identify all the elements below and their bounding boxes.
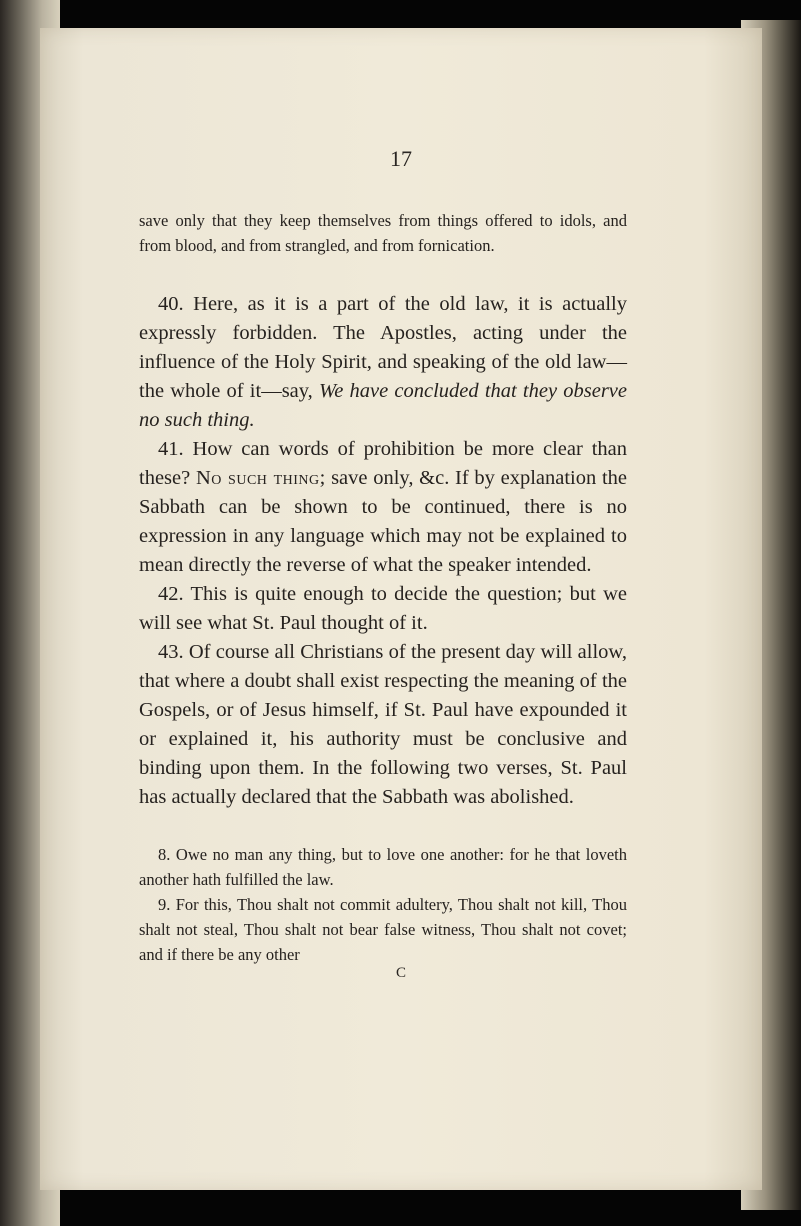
verse-9: 9. For this, Thou shalt not commit adultery, Thou shalt not kill, Thou shalt not steal, Thou shalt not bear false witness, Thou shalt not covet; and if there be any other — [139, 895, 627, 964]
paragraph-40-text: 40. Here, as it is a part of the old law, it is actually expressly forbidden. The Apostles, acting under the influence of the Holy Spirit, and speaking of the old law—the whole of it—say, — [139, 293, 627, 402]
paragraph-41 — [139, 435, 627, 580]
paragraph-40-quote: We have concluded that they observe no such thing. — [139, 380, 627, 431]
paragraph-43-text: 43. Of course all Christians of the present day will allow, that where a doubt shall exist respecting the meaning of the Gospels, or of Jesus himself, if St. Paul have expounded it or explained it, his authority must be conclusive and binding upon them. In the following two verses, St. Paul has actually declared that the Sabbath was abolished. — [139, 641, 627, 808]
page-sheet — [40, 28, 762, 1190]
paragraph-42-text: 42. This is quite enough to decide the question; but we will see what St. Paul thought of it. — [139, 583, 627, 634]
paragraph-41-smallcaps: No such thing — [195, 467, 320, 489]
signature-mark: C — [395, 965, 406, 981]
main-text — [139, 290, 627, 812]
paragraph-43 — [139, 638, 627, 812]
paragraph-41-text-b: ; save only, &c. If by explanation the Sabbath can be shown to be continued, there is no expression in any language which may not be explained to mean directly the reverse of what the speaker intended. — [139, 467, 627, 576]
paragraph-42 — [139, 580, 627, 638]
continuation-text: save only that they keep themselves from things offered to idols, and from blood, and from strangled, and from fornication. — [139, 211, 627, 255]
verse-8: 8. Owe no man any thing, but to love one another: for he that loveth another hath fulfilled the law. — [139, 845, 627, 889]
paragraph-41-text-a: 41. How can words of prohibition be more clear than these? — [139, 438, 627, 489]
quoted-verses — [139, 842, 627, 967]
page-number: 17 — [390, 146, 412, 171]
paragraph-40 — [139, 290, 627, 435]
